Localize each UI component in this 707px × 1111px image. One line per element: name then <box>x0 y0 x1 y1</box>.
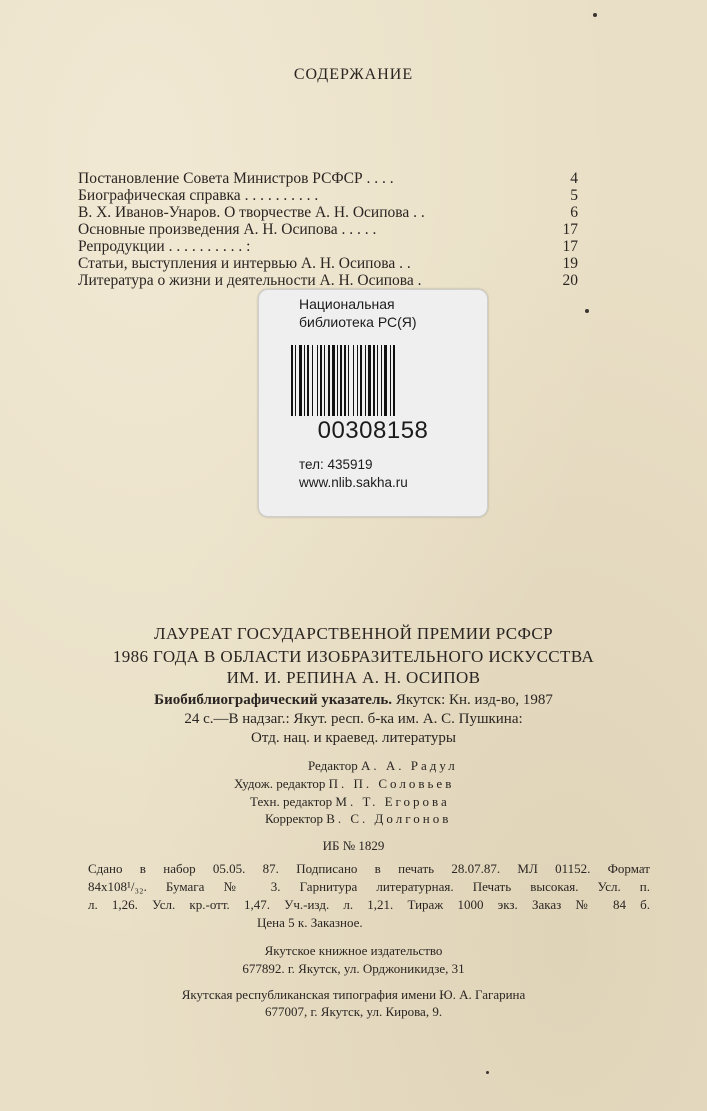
credit-person: П. П. Соловьев <box>328 776 455 791</box>
barcode-icon <box>291 345 443 416</box>
toc-item-page: 17 <box>562 221 578 238</box>
toc-item-page: 20 <box>562 272 578 289</box>
toc-item-page: 4 <box>570 170 578 187</box>
book-title-line-2: 1986 ГОДА В ОБЛАСТИ ИЗОБРАЗИТЕЛЬНОГО ИСКУССТВА <box>112 647 595 666</box>
toc-row <box>78 272 578 289</box>
toc-row <box>78 170 578 187</box>
toc-item-page: 5 <box>570 187 578 204</box>
toc-item-page: 6 <box>570 204 578 221</box>
credit-role: Редактор <box>308 758 361 773</box>
barcode-number: 00308158 <box>317 417 429 444</box>
paper-speck <box>593 13 597 17</box>
imprint-line-2: 84x108¹/₃₂. Бумага № 3. Гарнитура литературная. Печать высокая. Усл. п. <box>88 879 650 894</box>
toc-row <box>78 187 578 204</box>
imprint-line-1: Сдано в набор 05.05. 87. Подписано в печать 28.07.87. МЛ 01152. Формат <box>88 861 650 876</box>
bibliographic-description-line-2: 24 с.—В надзаг.: Якут. респ. б-ка им. А. С. Пушкина: <box>184 711 523 727</box>
credit-proofreader <box>265 811 451 827</box>
credit-role: Корректор <box>265 811 327 826</box>
imprint-line-3: л. 1,26. Усл. кр.-отт. 1,47. Уч.-изд. л. 1,21. Тираж 1000 экз. Заказ № 84 б. <box>88 897 650 912</box>
toc-row <box>78 204 578 221</box>
toc-item-page: 17 <box>562 238 578 255</box>
publication-imprint: Якутск: Кн. изд-во, 1987 <box>392 692 553 708</box>
library-barcode-sticker <box>258 289 488 517</box>
printer-address: 677007, г. Якутск, ул. Кирова, 9. <box>264 1004 443 1019</box>
imprint-line-4: Цена 5 к. Заказное. <box>257 915 363 930</box>
paper-speck <box>585 309 589 313</box>
credit-art-editor <box>234 776 454 792</box>
toc-row <box>78 255 578 272</box>
bibliographic-description-line-1 <box>0 692 707 709</box>
library-website: www.nlib.sakha.ru <box>299 475 408 490</box>
credit-person: А. А. Радул <box>360 758 458 773</box>
credit-editor <box>308 758 458 774</box>
paper-speck <box>486 1071 489 1074</box>
toc-item-title: Литература о жизни и деятельности А. Н. Осипова . <box>78 272 422 289</box>
publisher-address: 677892. г. Якутск, ул. Орджоникидзе, 31 <box>242 961 465 976</box>
credit-role: Техн. редактор <box>250 794 336 809</box>
bibliographic-description-line-3: Отд. нац. и краевед. литературы <box>251 730 456 746</box>
toc-row <box>78 238 578 255</box>
credit-person: В. С. Долгонов <box>326 811 452 826</box>
toc-item-title: Постановление Совета Министров РСФСР . . . . <box>78 170 394 187</box>
credit-tech-editor <box>250 794 450 810</box>
credit-role: Худож. редактор <box>234 776 329 791</box>
library-phone: тел: 435919 <box>299 457 373 472</box>
ib-number: ИБ № 1829 <box>322 838 385 853</box>
publisher-name: Якутское книжное издательство <box>264 943 443 958</box>
toc-item-page: 19 <box>562 255 578 272</box>
toc-row <box>78 221 578 238</box>
publication-kind: Биобиблиографический указатель. <box>154 692 393 708</box>
printer-name: Якутская республиканская типография имени Ю. А. Гагарина <box>181 987 526 1002</box>
book-title-line-3: ИМ. И. РЕПИНА А. Н. ОСИПОВ <box>226 668 481 687</box>
toc-item-title: Биографическая справка . . . . . . . . . . <box>78 187 319 204</box>
toc-item-title: Статьи, выступления и интервью А. Н. Осипова . . <box>78 255 411 272</box>
toc-item-title: В. Х. Иванов-Унаров. О творчестве А. Н. Осипова . . <box>78 204 425 221</box>
table-of-contents <box>78 170 578 289</box>
book-title-line-1: ЛАУРЕАТ ГОСУДАРСТВЕННОЙ ПРЕМИИ РСФСР <box>154 624 553 643</box>
toc-item-title: Основные произведения А. Н. Осипова . . . . . <box>78 221 377 238</box>
library-name-line2: библиотека РС(Я) <box>299 314 417 330</box>
contents-heading: СОДЕРЖАНИЕ <box>293 66 414 83</box>
library-name-line1: Национальная <box>299 296 395 312</box>
toc-item-title: Репродукции . . . . . . . . . . : <box>78 238 251 255</box>
credit-person: М. Т. Егорова <box>335 794 450 809</box>
